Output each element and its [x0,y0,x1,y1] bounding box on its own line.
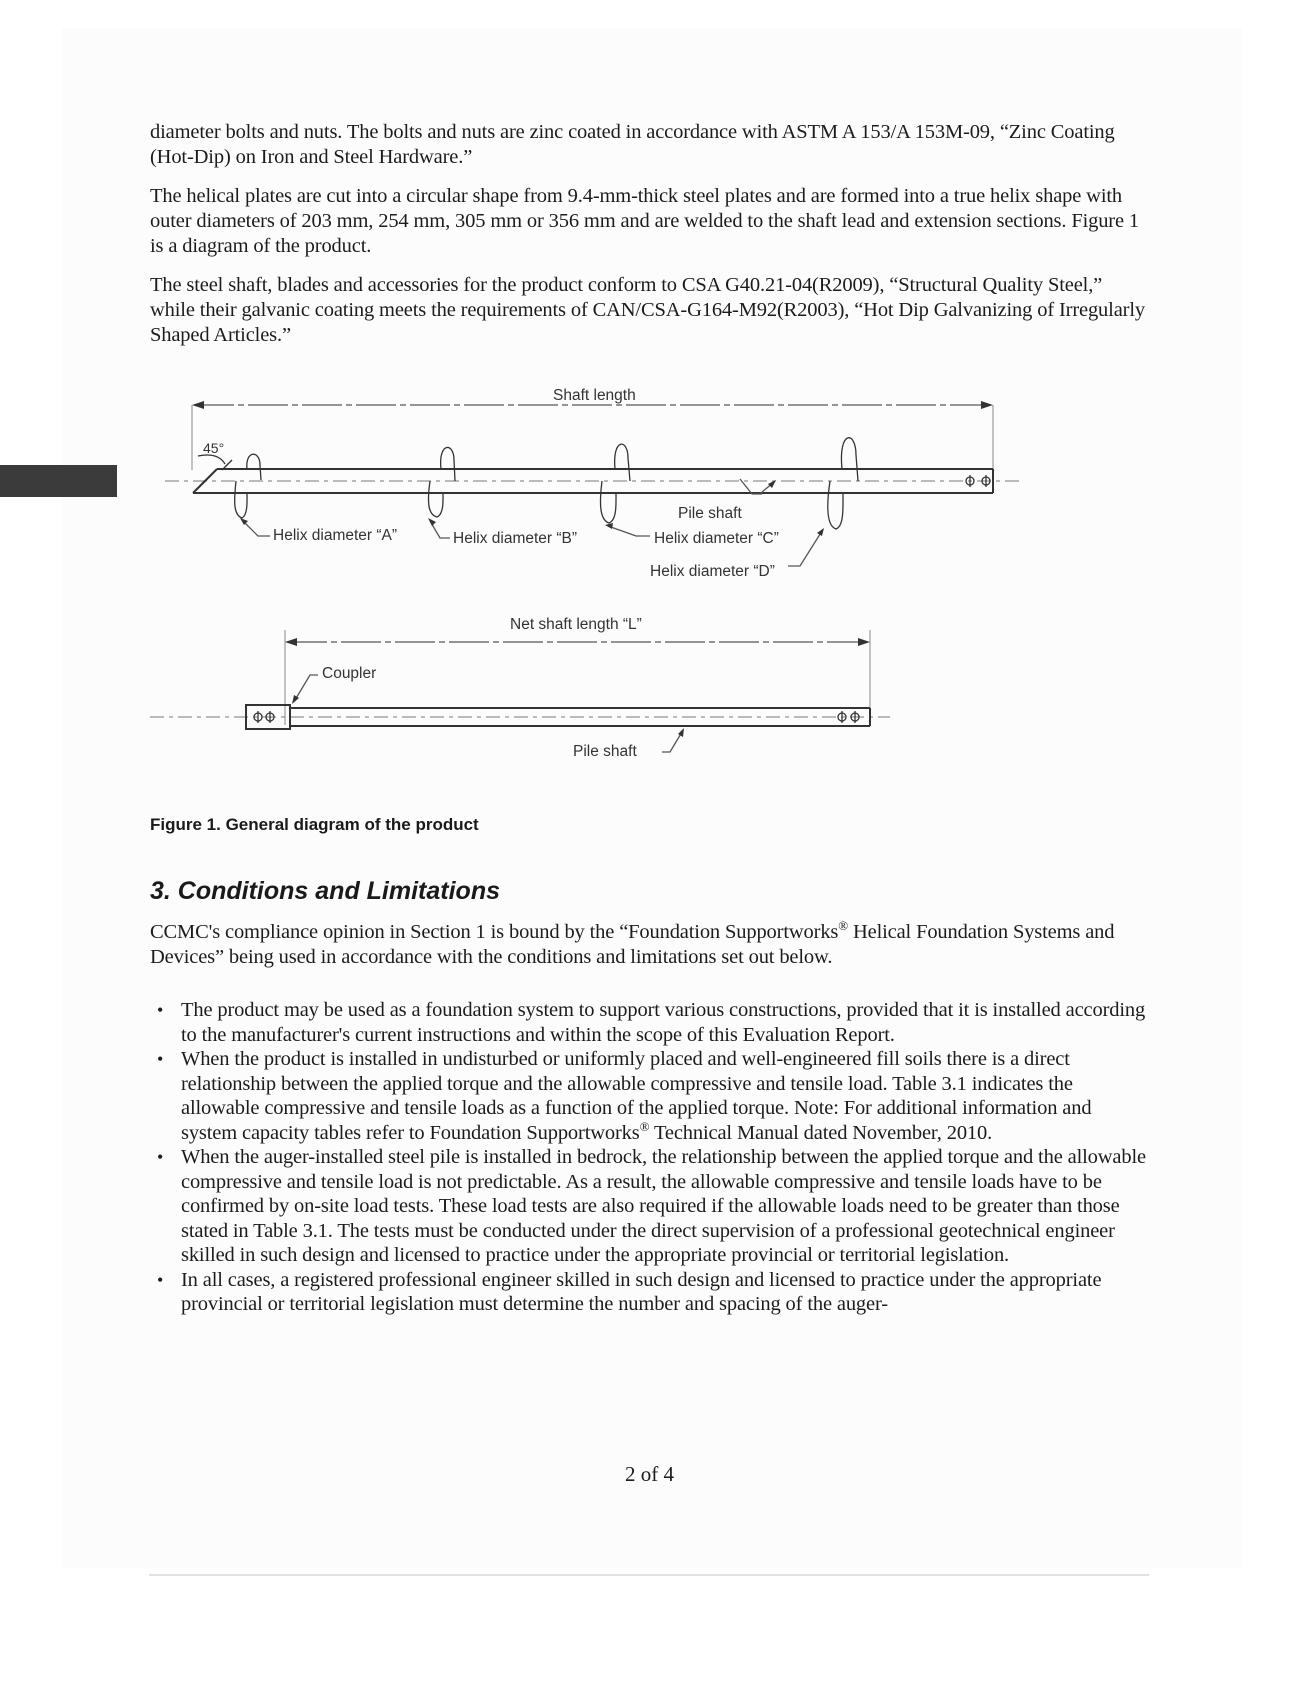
label-pile-shaft-lower: Pile shaft [573,743,637,760]
label-45-degree: 45° [203,440,225,456]
list-item [150,1145,1150,1268]
intro-text-part1: CCMC's compliance opinion in Section 1 is bound by the “Foundation Supportworks [150,921,839,943]
conditions-list [150,998,1150,1317]
registered-mark: ® [838,918,848,934]
label-pile-shaft-upper: Pile shaft [678,505,742,522]
figure-caption: Figure 1. General diagram of the product [150,815,479,834]
helical-pile-diagram [150,380,1050,780]
list-item-text-part1: When the product is installed in undisturbed or uniformly placed and well-engineered fill soils there is a direct relationship between the applied torque and the allowable compressive and tensile load. Table 3.1 indicates the allowable compressive and tensile loads as a function of the applied torque. Note: For additional information and system capacity tables refer to Foundation Supportworks [181,1048,1092,1144]
side-scroll-tab[interactable] [0,465,117,497]
label-helix-diameter-d: Helix diameter “D” [650,563,775,580]
section-intro-paragraph [150,920,1150,970]
page-number: 2 of 4 [625,1462,674,1486]
list-item [150,1047,1150,1145]
registered-mark: ® [639,1118,650,1134]
list-item [150,998,1150,1047]
bullet-icon: • [157,1147,164,1167]
intro-text-part2: Helical Foundation Systems and Devices” being used in accordance with the conditions and limitations set out below. [150,921,1115,968]
label-helix-diameter-b: Helix diameter “B” [453,530,578,547]
list-item-text: In all cases, a registered professional engineer skilled in such design and licensed to practice under the appropriate provincial or territorial legislation must determine the number and spacing of the auger- [181,1268,1102,1315]
page-sheet [62,28,1242,1568]
label-helix-diameter-a: Helix diameter “A” [273,527,398,544]
bullet-icon: • [157,1269,164,1290]
list-item-text: When the auger-installed steel pile is installed in bedrock, the relationship between the applied torque and the allowable compressive and tensile load is not predictable. As a result, the allowable compressive and tensile loads have to be confirmed by on-site load tests. These load tests are also required if the allowable loads need to be greater than those stated in Table 3.1. The tests must be conducted under the direct supervision of a professional geotechnical engineer skilled in such design and licensed to practice under the appropriate provincial or territorial legislation. [181,1146,1146,1266]
list-item-text: The product may be used as a foundation system to support various constructions, provided that it is installed according to the manufacturer's current instructions and within the scope of this Evaluation Report. [181,999,1146,1046]
section-heading: 3. Conditions and Limitations [150,877,500,905]
list-item [150,1268,1150,1317]
paragraph-steel-shaft: The steel shaft, blades and accessories for the product conform to CSA G40.21-04(R2009), “Structural Quality Steel,” while their galvanic coating meets the requirements of CAN/CSA-G164-M92(R2003), “Hot Dip Galvanizing of Irregularly Shaped Articles.” [150,274,1145,346]
bullet-icon: • [157,1000,164,1020]
label-shaft-length: Shaft length [553,387,636,404]
paragraph-bolts-nuts: diameter bolts and nuts. The bolts and nuts are zinc coated in accordance with ASTM A 153/A 153M-09, “Zinc Coating (Hot-Dip) on Iron and Steel Hardware.” [150,121,1115,168]
list-item-text-part2: Technical Manual dated November, 2010. [649,1121,993,1144]
label-coupler: Coupler [322,665,377,682]
paragraph-helical-plates: The helical plates are cut into a circular shape from 9.4-mm-thick steel plates and are formed into a true helix shape with outer diameters of 203 mm, 254 mm, 305 mm or 356 mm and are welded to the shaft lead and extension sections. Figure 1 is a diagram of the product. [150,185,1140,257]
figure-product-diagram [150,380,1050,780]
label-helix-diameter-c: Helix diameter “C” [654,530,779,547]
page-divider [149,1574,1149,1576]
label-net-shaft-length: Net shaft length “L” [510,616,642,633]
bullet-icon: • [157,1049,164,1069]
